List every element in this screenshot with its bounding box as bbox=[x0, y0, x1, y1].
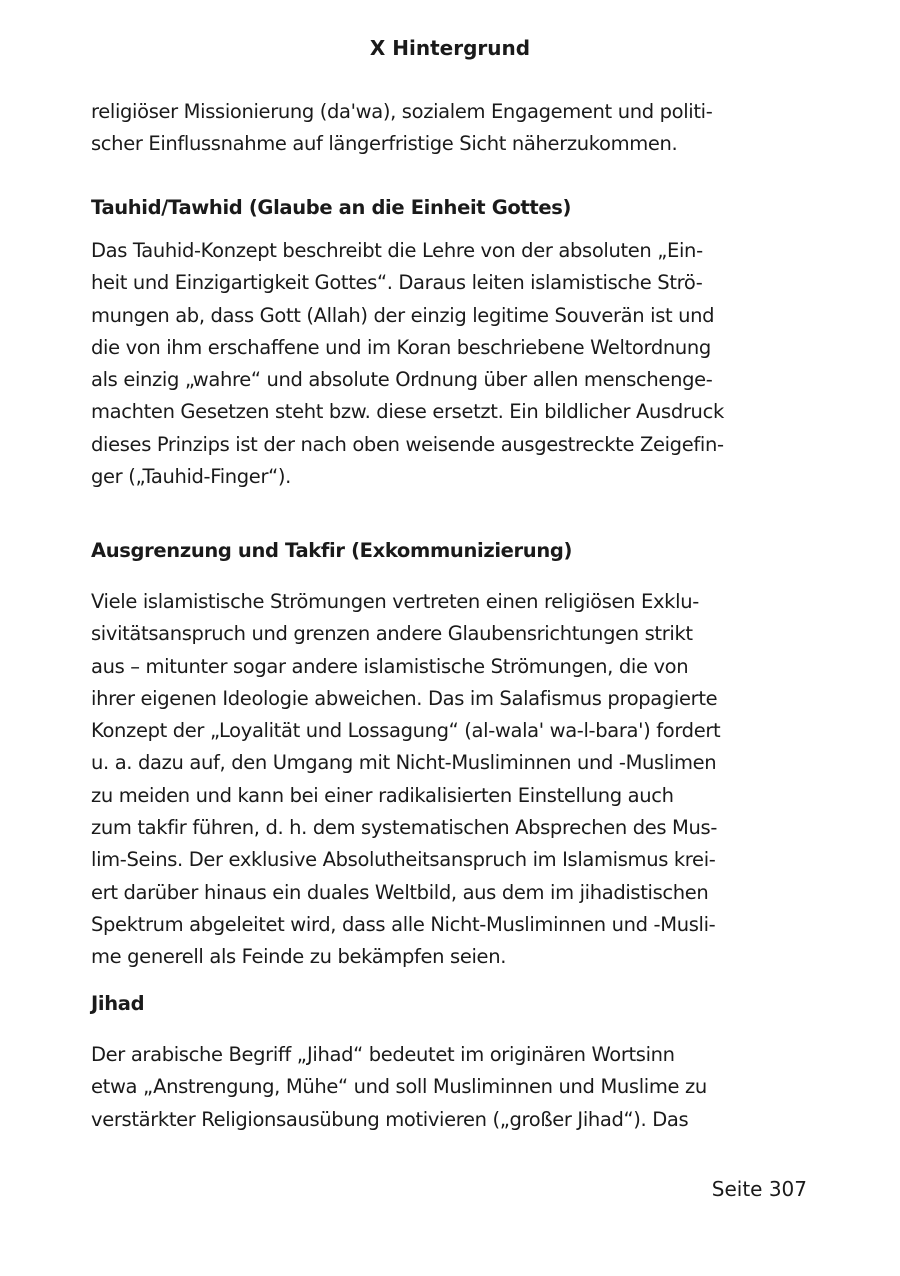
text-line: ger („Tauhid-Finger“). bbox=[91, 465, 291, 489]
text-line: verstärkter Religionsausübung motivieren („großer Jihad“). Das bbox=[91, 1107, 689, 1131]
section-heading: Ausgrenzung und Takfir (Exkommunizierung) bbox=[91, 539, 573, 562]
section-heading-takfir bbox=[91, 536, 751, 566]
text-line: als einzig „wahre“ und absolute Ordnung über allen menschenge- bbox=[91, 368, 713, 392]
text-line: scher Einflussnahme auf längerfristige Sicht näherzukommen. bbox=[91, 132, 678, 156]
page-number: Seite 307 bbox=[711, 1177, 807, 1201]
paragraph-takfir bbox=[91, 586, 751, 974]
text-line: sivitätsanspruch und grenzen andere Glaubensrichtungen strikt bbox=[91, 622, 693, 646]
intro-paragraph bbox=[91, 96, 751, 161]
text-line: dieses Prinzips ist der nach oben weisende ausgestreckte Zeigefin- bbox=[91, 432, 724, 456]
text-line: machten Gesetzen steht bzw. diese ersetzt. Ein bildlicher Ausdruck bbox=[91, 400, 724, 424]
text-line: mungen ab, dass Gott (Allah) der einzig legitime Souverän ist und bbox=[91, 303, 715, 327]
text-line: zum takfir führen, d. h. dem systematischen Absprechen des Mus- bbox=[91, 816, 718, 840]
text-line: Der arabische Begriff „Jihad“ bedeutet im originären Wortsinn bbox=[91, 1043, 675, 1066]
text-line: Viele islamistische Strömungen vertreten einen religiösen Exklu- bbox=[91, 590, 699, 613]
text-line: die von ihm erschaffene und im Koran beschriebene Weltordnung bbox=[91, 335, 711, 359]
text-line: u. a. dazu auf, den Umgang mit Nicht-Musliminnen und -Muslimen bbox=[91, 751, 717, 775]
text-line: religiöser Missionierung (da'wa), sozialem Engagement und politi- bbox=[91, 100, 713, 123]
text-line: aus – mitunter sogar andere islamistische Strömungen, die von bbox=[91, 654, 689, 678]
text-line: Spektrum abgeleitet wird, dass alle Nicht-Musliminnen und -Musli- bbox=[91, 912, 716, 936]
text-line: ihrer eigenen Ideologie abweichen. Das im Salafismus propagierte bbox=[91, 686, 718, 710]
text-line: Das Tauhid-Konzept beschreibt die Lehre von der absoluten „Ein- bbox=[91, 239, 703, 262]
text-line: Konzept der „Loyalität und Lossagung“ (al-wala' wa-l-bara') fordert bbox=[91, 719, 721, 743]
section-heading-jihad bbox=[91, 989, 751, 1019]
text-line: ert darüber hinaus ein duales Weltbild, aus dem im jihadistischen bbox=[91, 880, 709, 904]
text-line: zu meiden und kann bei einer radikalisierten Einstellung auch bbox=[91, 783, 674, 807]
section-heading-tauhid bbox=[91, 193, 751, 223]
text-line: lim-Seins. Der exklusive Absolutheitsanspruch im Islamismus krei- bbox=[91, 848, 716, 872]
text-line: me generell als Feinde zu bekämpfen seien. bbox=[91, 945, 507, 969]
section-heading: Tauhid/Tawhid (Glaube an die Einheit Gottes) bbox=[91, 196, 572, 219]
text-line: heit und Einzigartigkeit Gottes“. Daraus leiten islamistische Strö- bbox=[91, 271, 703, 295]
section-heading: Jihad bbox=[91, 992, 145, 1015]
text-line: etwa „Anstrengung, Mühe“ und soll Musliminnen und Muslime zu bbox=[91, 1075, 707, 1099]
paragraph-tauhid bbox=[91, 235, 751, 493]
paragraph-jihad bbox=[91, 1039, 751, 1136]
running-head: X Hintergrund bbox=[369, 36, 531, 60]
